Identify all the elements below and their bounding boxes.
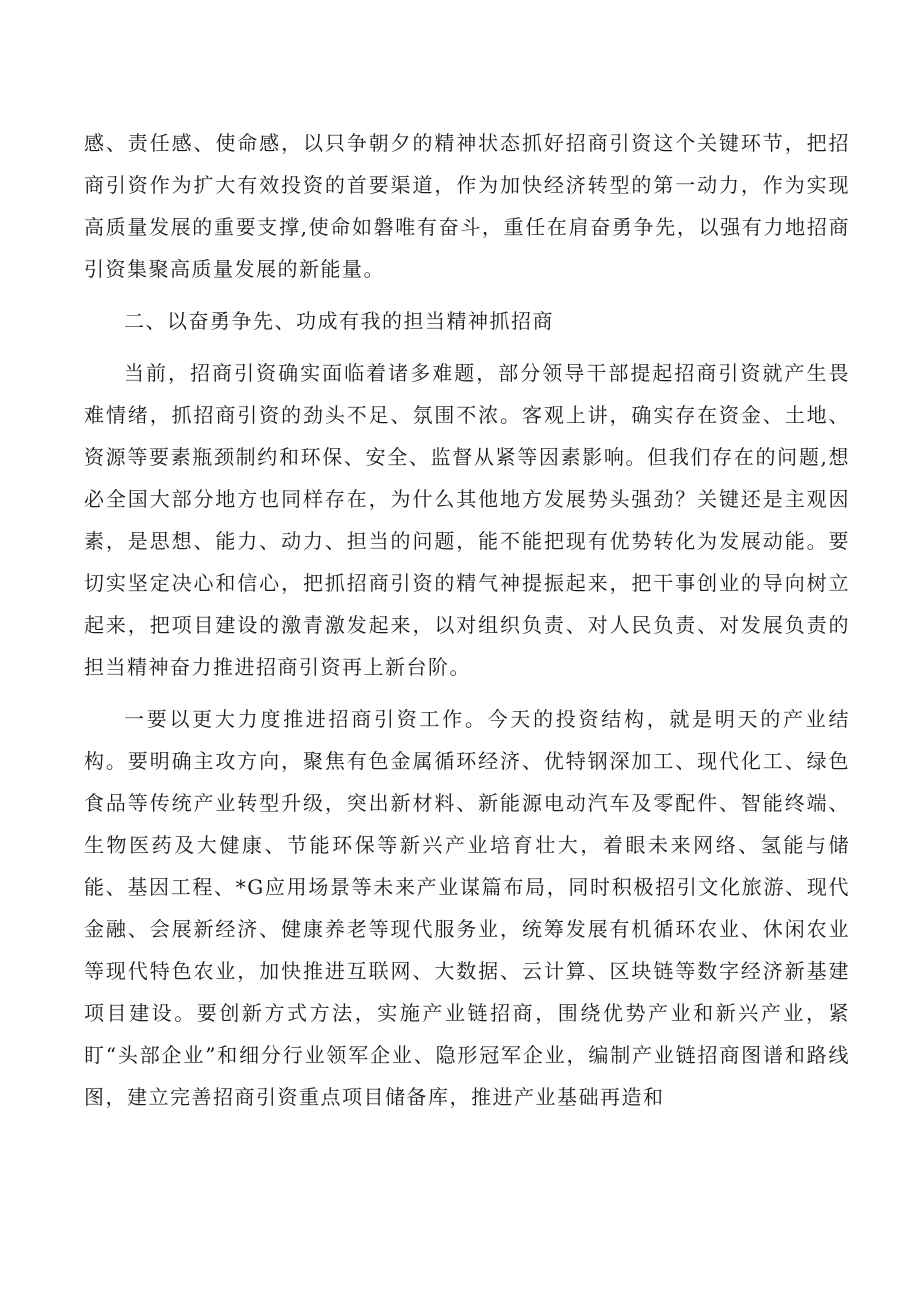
- paragraph-point-one: 一要以更大力度推进招商引资工作。今天的投资结构，就是明天的产业结构。要明确主攻方向，聚焦有色金属循环经济、优特钢深加工、现代化工、绿色食品等传统产业转型升级，突出新材料、新能源电动汽车及零配件、智能终端、生物医药及大健康、节能环保等新兴产业培育壮大，着眼未来网络、氢能与储能、基因工程、*G应用场景等未来产业谋篇布局，同时积极招引文化旅游、现代金融、会展新经济、健康养老等现代服务业，统筹发展有机循环农业、休闲农业等现代特色农业，加快推进互联网、大数据、云计算、区块链等数字经济新基建项目建设。要创新方式方法，实施产业链招商，围绕优势产业和新兴产业，紧盯“头部企业”和细分行业领军企业、隐形冠军企业，编制产业链招商图谱和路线图，建立完善招商引资重点项目储备库，推进产业基础再造和: [84, 707, 850, 1109]
- paragraph-current-situation: 当前，招商引资确实面临着诸多难题，部分领导干部提起招商引资就产生畏难情绪，抓招商引资的劲头不足、氛围不浓。客观上讲，确实存在资金、土地、资源等要素瓶颈制约和环保、安全、监督从紧等因素影响。但我们存在的问题,想必全国大部分地方也同样存在，为什么其他地方发展势头强劲？关键还是主观因素，是思想、能力、动力、担当的问题，能不能把现有优势转化为发展动能。要切实坚定决心和信心，把抓招商引资的精气神提振起来，把干事创业的导向树立起来，把项目建设的激青激发起来，以对组织负责、对人民负责、对发展负责的担当精神奋力推进招商引资再上新台阶。: [84, 361, 850, 679]
- paragraph-continuation: 感、责任感、使命感，以只争朝夕的精神状态抓好招商引资这个关键环节，把招商引资作为扩大有效投资的首要渠道，作为加快经济转型的第一动力，作为实现高质量发展的重要支撑,使命如磐唯有奋斗，重任在肩奋勇争先，以强有力地招商引资集聚高质量发展的新能量。: [84, 131, 850, 281]
- document-body: [84, 122, 850, 1118]
- section-heading: 二、以奋勇争先、功成有我的担当精神抓招商: [124, 309, 554, 333]
